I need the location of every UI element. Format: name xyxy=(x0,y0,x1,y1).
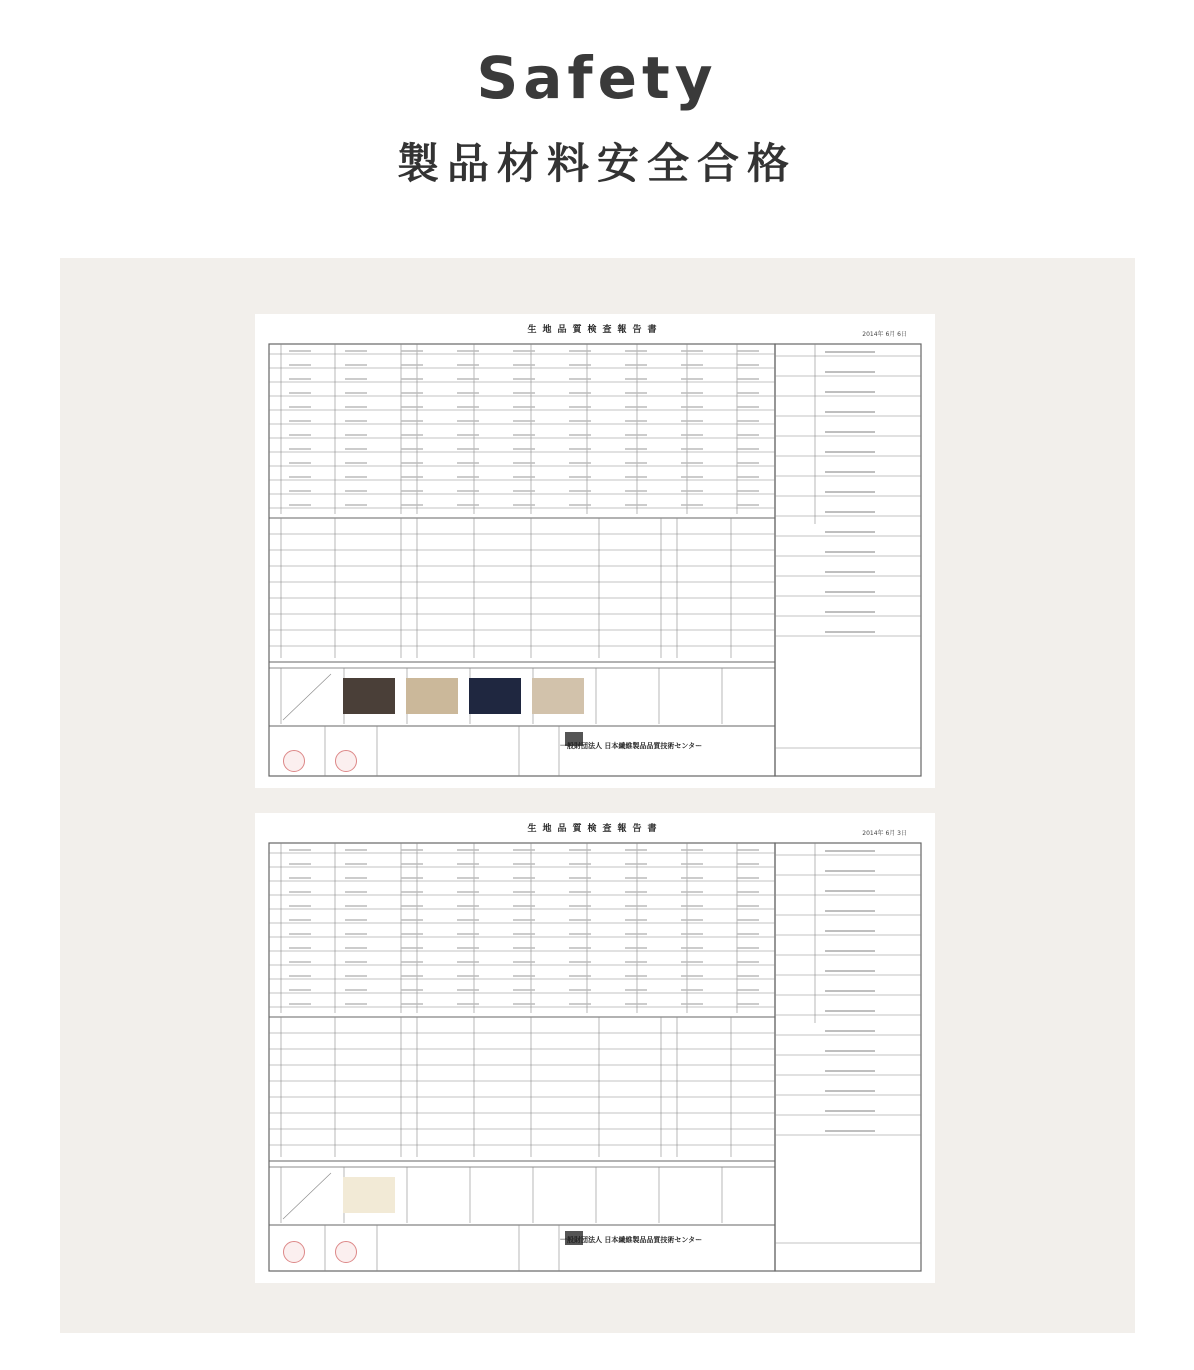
report-2-stamp-a xyxy=(283,1241,305,1263)
report-2-stamp-b xyxy=(335,1241,357,1263)
fabric-swatch xyxy=(469,678,521,714)
fabric-swatch xyxy=(532,678,584,714)
right-frame xyxy=(775,344,921,776)
report-1-stamp-a xyxy=(283,750,305,772)
inspection-report-2 xyxy=(255,813,935,1283)
diagonal-line xyxy=(283,674,331,720)
fabric-swatch xyxy=(406,678,458,714)
diagonal-line xyxy=(283,1173,331,1219)
report-2-title: 生地品質検査報告書 xyxy=(527,824,663,834)
right-frame xyxy=(775,843,921,1271)
page-subtitle: 製品材料安全合格 xyxy=(396,139,797,188)
report-2-organization: 一般財団法人 日本繊維製品品質技術センター xyxy=(560,1236,703,1244)
report-1-grid xyxy=(255,314,935,788)
certificate-panel xyxy=(60,258,1135,1333)
report-1-stamp-b xyxy=(335,750,357,772)
report-1-date: 2014年 6月 6日 xyxy=(862,331,907,338)
report-1-organization: 一般財団法人 日本繊維製品品質技術センター xyxy=(560,742,703,750)
report-2-grid xyxy=(255,813,935,1283)
page-title: Safety xyxy=(476,44,718,112)
report-2-date: 2014年 6月 3日 xyxy=(862,830,907,837)
report-1-title: 生地品質検査報告書 xyxy=(527,325,663,335)
inspection-report-1 xyxy=(255,314,935,788)
fabric-swatch xyxy=(343,1177,395,1213)
fabric-swatch xyxy=(343,678,395,714)
